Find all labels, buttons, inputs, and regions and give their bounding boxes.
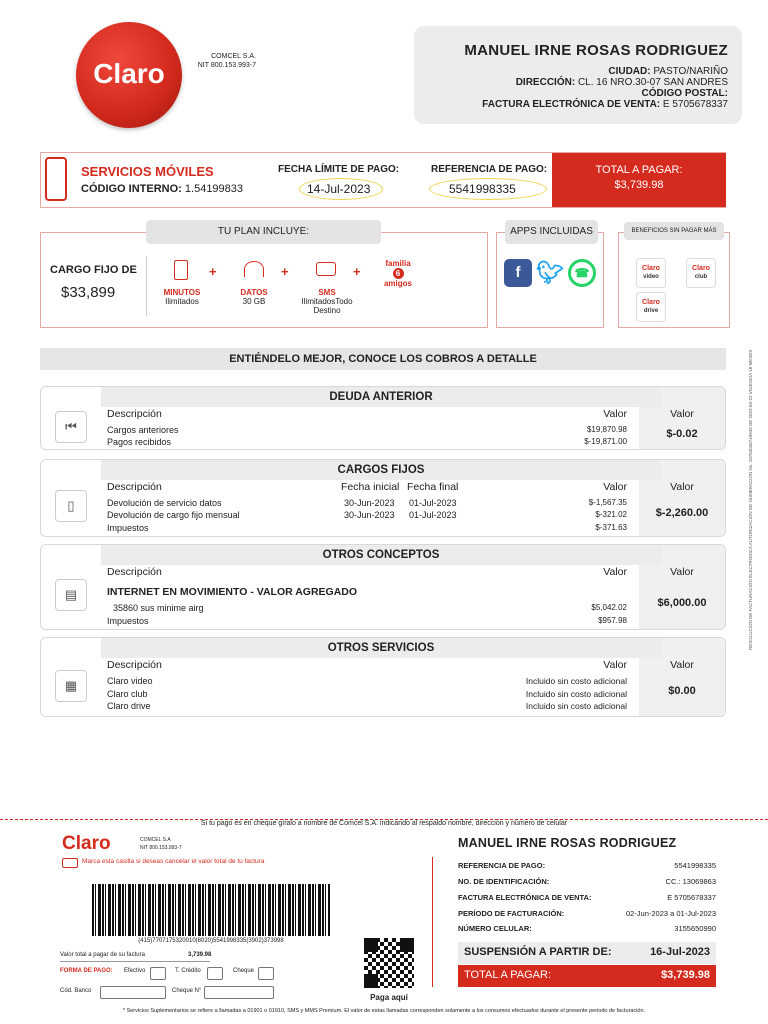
cash-label: Efectivo — [124, 968, 146, 974]
coupon-row — [458, 861, 716, 870]
coupon-row-value: 5541998335 — [674, 861, 716, 870]
value-header: Valor — [603, 481, 627, 493]
facebook-icon: f — [504, 259, 532, 287]
service-title: SERVICIOS MÓVILES — [81, 164, 214, 179]
section-total: $-2,260.00 — [655, 507, 709, 519]
coupon-row — [458, 909, 716, 918]
coupon-total-box — [458, 965, 716, 987]
coupon-row — [458, 893, 716, 902]
payment-ref-value: 5541998335 — [449, 182, 516, 196]
value-header: Valor — [603, 408, 627, 420]
familia-text: familia — [385, 259, 411, 268]
logo-text: Claro — [93, 58, 165, 89]
section-previous-debt — [40, 386, 726, 450]
qr-label: Paga aquí — [370, 993, 408, 1002]
desc-header: Descripción — [107, 408, 162, 420]
due-date-value: 14-Jul-2023 — [307, 182, 371, 196]
row-value: Incluido sin costo adicional — [525, 701, 627, 711]
row-label: Pagos recibidos — [107, 437, 172, 447]
end-date-header: Fecha final — [407, 481, 459, 493]
benefit-brand: Claro — [692, 265, 710, 272]
benefits-tab: BENEFICIOS SIN PAGAR MÁS — [624, 222, 724, 240]
cancel-total-checkbox[interactable] — [62, 858, 78, 868]
benefit-brand: Claro — [642, 265, 660, 272]
city-value: PASTO/NARIÑO — [653, 66, 728, 77]
familia-number-wrap — [380, 268, 416, 279]
total-value: $3,739.98 — [614, 179, 664, 191]
feature-sms-title: SMS — [318, 288, 336, 297]
rewind-icon: ⏮ — [55, 411, 87, 443]
value-amount: 3,739.98 — [188, 952, 212, 958]
plus-icon: + — [209, 264, 217, 279]
due-date-label: FECHA LÍMITE DE PAGO: — [278, 164, 400, 175]
concept-subtitle: INTERNET EN MOVIMIENTO - VALOR AGREGADO — [107, 586, 358, 598]
row-label: Claro drive — [107, 701, 151, 711]
postal-label: CÓDIGO POSTAL: — [641, 88, 728, 99]
row-label: Devolución de cargo fijo mensual — [107, 510, 240, 520]
feature-minutes-title: MINUTOS — [163, 288, 201, 297]
row-value: Incluido sin costo adicional — [525, 676, 627, 686]
payment-ref-label: REFERENCIA DE PAGO: — [431, 164, 548, 175]
side-legal-text: RESOLUCIÓN DE FACTURACIÓN ELECTRÓNICA AUTORIZACIÓN DE NUMERACIÓN No. 18764046749949 DE 2023-03-23 VIGENCIA 18 MESES — [748, 349, 753, 650]
coupon-row-key: NÚMERO CELULAR: — [458, 924, 532, 933]
start-date-header: Fecha inicial — [341, 481, 400, 493]
cash-checkbox[interactable] — [150, 967, 166, 980]
apps-tab: APPS INCLUIDAS — [505, 220, 598, 244]
bank-code-field[interactable] — [100, 986, 166, 999]
plan-tab: TU PLAN INCLUYE: — [146, 220, 381, 244]
claro-drive-icon — [636, 292, 666, 322]
customer-name: MANUEL IRNE ROSAS RODRIGUEZ — [464, 42, 728, 59]
coupon-company-name: COMCEL S.A — [140, 837, 171, 843]
check-label: Cheque — [233, 968, 255, 974]
section-fixed-charges — [40, 459, 726, 537]
row-value: $-1,567.35 — [588, 498, 627, 507]
plan-box — [40, 232, 488, 328]
coupon-total-value: $3,739.98 — [661, 969, 710, 981]
claro-logo — [76, 22, 182, 128]
section-title: DEUDA ANTERIOR — [101, 387, 661, 407]
familia-number: 6 — [393, 268, 404, 279]
total-label: TOTAL A PAGAR: — [595, 164, 683, 176]
value-header: Valor — [603, 659, 627, 671]
row-label: Devolución de servicio datos — [107, 498, 222, 508]
feature-data-value: 30 GB — [242, 297, 266, 306]
benefit-video-name: video — [643, 274, 659, 280]
footnote: * Servicios Suplementarios se refiere a llamadas a 01901 o 01910, SMS y MMS Premium. El valor de estas llamadas corresponden solamente a los consumos efectuados durante el presente periodo de facturación. — [122, 1008, 646, 1014]
qr-code[interactable] — [364, 938, 414, 988]
benefit-brand: Claro — [642, 299, 660, 306]
mobile-phone-icon — [45, 157, 67, 201]
internal-code-value: 1.54199833 — [184, 183, 244, 195]
feature-sms — [290, 288, 364, 315]
desc-header: Descripción — [107, 566, 162, 578]
section-total: $-0.02 — [666, 428, 698, 440]
phone-icon: ▯ — [55, 490, 87, 522]
invoice-label: FACTURA ELECTRÓNICA DE VENTA: — [482, 99, 661, 110]
row-label: Claro club — [107, 689, 148, 699]
credit-checkbox[interactable] — [207, 967, 223, 980]
check-number-label: Cheque N° — [172, 988, 202, 994]
coupon-row-value: 02-Jun-2023 a 01-Jul-2023 — [625, 909, 716, 918]
total-to-pay-box — [552, 153, 726, 207]
row-start: 30-Jun-2023 — [344, 498, 395, 508]
suspension-label: SUSPENSIÓN A PARTIR DE: — [464, 946, 612, 958]
tablet-icon: ▦ — [55, 670, 87, 702]
minutes-icon — [174, 260, 188, 280]
row-start: 30-Jun-2023 — [344, 510, 395, 520]
cancel-total-note: Marca esta casilla si deseas cancelar el valor total de tu factura — [82, 858, 265, 865]
row-end: 01-Jul-2023 — [409, 510, 457, 520]
value-underline — [60, 961, 210, 962]
coupon-red-line — [432, 857, 433, 987]
row-label: Cargos anteriores — [107, 425, 179, 435]
section-total: $6,000.00 — [657, 597, 707, 609]
feature-sms-value: IlimitadosTodo Destino — [301, 297, 353, 315]
coupon-company-nit: NIT 800.153.993-7 — [140, 845, 182, 851]
coupon-row-key: FACTURA ELECTRÓNICA DE VENTA: — [458, 893, 592, 902]
coupon-row-key: PERÍODO DE FACTURACIÓN: — [458, 909, 565, 918]
section-other-services — [40, 637, 726, 717]
total-header: Valor — [670, 566, 694, 578]
coupon-row — [458, 924, 716, 933]
benefit-club-name: club — [694, 274, 708, 280]
internal-code — [81, 183, 243, 195]
section-other-concepts — [40, 544, 726, 630]
value-header: Valor — [603, 566, 627, 578]
feature-minutes — [158, 288, 206, 306]
row-label: 35860 sus minime airg — [113, 603, 204, 613]
row-label: Impuestos — [107, 616, 149, 626]
invoice-value: E 5705678337 — [662, 99, 728, 110]
twitter-icon: 🐦︎ — [536, 260, 564, 285]
suspension-date: 16-Jul-2023 — [650, 946, 710, 958]
credit-label: T. Crédito — [175, 968, 201, 974]
plus-icon: + — [281, 264, 289, 279]
bank-code-label: Cód. Banco — [60, 988, 92, 994]
sms-icon — [316, 262, 336, 276]
check-checkbox[interactable] — [258, 967, 274, 980]
summary-background — [41, 153, 259, 207]
coupon-logo: Claro — [62, 833, 111, 854]
customer-info-box — [414, 26, 742, 124]
row-label: Claro video — [107, 676, 153, 686]
company-nit: NIT 800.153.993-7 — [197, 62, 256, 69]
invoice-row — [482, 99, 728, 111]
row-value: $957.98 — [598, 616, 627, 625]
row-value: Incluido sin costo adicional — [525, 689, 627, 699]
row-value: $-371.63 — [595, 523, 627, 532]
coupon-total-label: TOTAL A PAGAR: — [464, 969, 552, 981]
claro-club-icon — [686, 258, 716, 288]
detail-bar: ENTIÉNDELO MEJOR, CONOCE LOS COBROS A DETALLE — [40, 348, 726, 370]
section-title: OTROS CONCEPTOS — [101, 545, 661, 565]
whatsapp-icon: ☎ — [568, 259, 596, 287]
coupon-row-key: NO. DE IDENTIFICACIÓN: — [458, 877, 550, 886]
plan-divider — [146, 256, 147, 316]
payment-form-label: FORMA DE PAGO: — [60, 968, 113, 974]
address-label: DIRECCIÓN: — [515, 77, 576, 88]
receipt-icon: ▤ — [55, 579, 87, 611]
coupon-customer-name: MANUEL IRNE ROSAS RODRIGUEZ — [458, 836, 677, 850]
company-name: COMCEL S.A. — [211, 53, 256, 60]
total-header: Valor — [670, 659, 694, 671]
section-title: CARGOS FIJOS — [101, 460, 661, 480]
barcode-text: (415)7707175320010(8020)5541998335(3902)373998 — [138, 938, 284, 944]
feature-minutes-value: Ilimitados — [165, 297, 199, 306]
desc-header: Descripción — [107, 659, 162, 671]
section-total: $0.00 — [668, 685, 696, 697]
address-value: CL. 16 NRO.30-07 SAN ANDRES — [577, 77, 728, 88]
wifi-icon — [244, 261, 264, 277]
coupon-row — [458, 877, 716, 886]
fixed-charge-label: CARGO FIJO DE — [50, 264, 137, 276]
coupon-row-value: CC.: 13069863 — [665, 877, 716, 886]
check-note: Si tu pago es en cheque gíralo a nombre de Comcel S.A. indicando al respaldo nombre, dirección y número de celular — [200, 820, 568, 827]
row-end: 01-Jul-2023 — [409, 498, 457, 508]
amigos-text: amigos — [383, 279, 412, 288]
section-title: OTROS SERVICIOS — [101, 638, 661, 658]
row-value: $19,870.98 — [586, 425, 627, 434]
benefit-drive-name: drive — [643, 308, 659, 314]
feature-data — [230, 288, 278, 306]
summary-bar — [40, 152, 726, 208]
company-info — [190, 52, 256, 70]
fixed-charge-value: $33,899 — [61, 284, 116, 301]
value-label: Valor total a pagar de su factura — [60, 952, 145, 958]
total-header: Valor — [670, 408, 694, 420]
barcode — [92, 884, 330, 936]
total-header: Valor — [670, 481, 694, 493]
suspension-box — [458, 942, 716, 964]
coupon-row-key: REFERENCIA DE PAGO: — [458, 861, 546, 870]
internal-code-label: CÓDIGO INTERNO: — [81, 183, 182, 195]
coupon-company — [140, 836, 182, 852]
plus-icon: + — [353, 264, 361, 279]
coupon-row-value: 3155650990 — [674, 924, 716, 933]
row-label: Impuestos — [107, 523, 149, 533]
check-number-field[interactable] — [204, 986, 274, 999]
feature-data-title: DATOS — [240, 288, 268, 297]
row-value: $-321.02 — [595, 510, 627, 519]
row-value: $5,042.02 — [591, 603, 627, 612]
claro-video-icon — [636, 258, 666, 288]
city-label: CIUDAD: — [608, 66, 651, 77]
coupon-row-value: E 5705678337 — [667, 893, 716, 902]
row-value: $-19,871.00 — [584, 437, 627, 446]
familia-amigos-badge — [380, 259, 416, 288]
desc-header: Descripción — [107, 481, 162, 493]
